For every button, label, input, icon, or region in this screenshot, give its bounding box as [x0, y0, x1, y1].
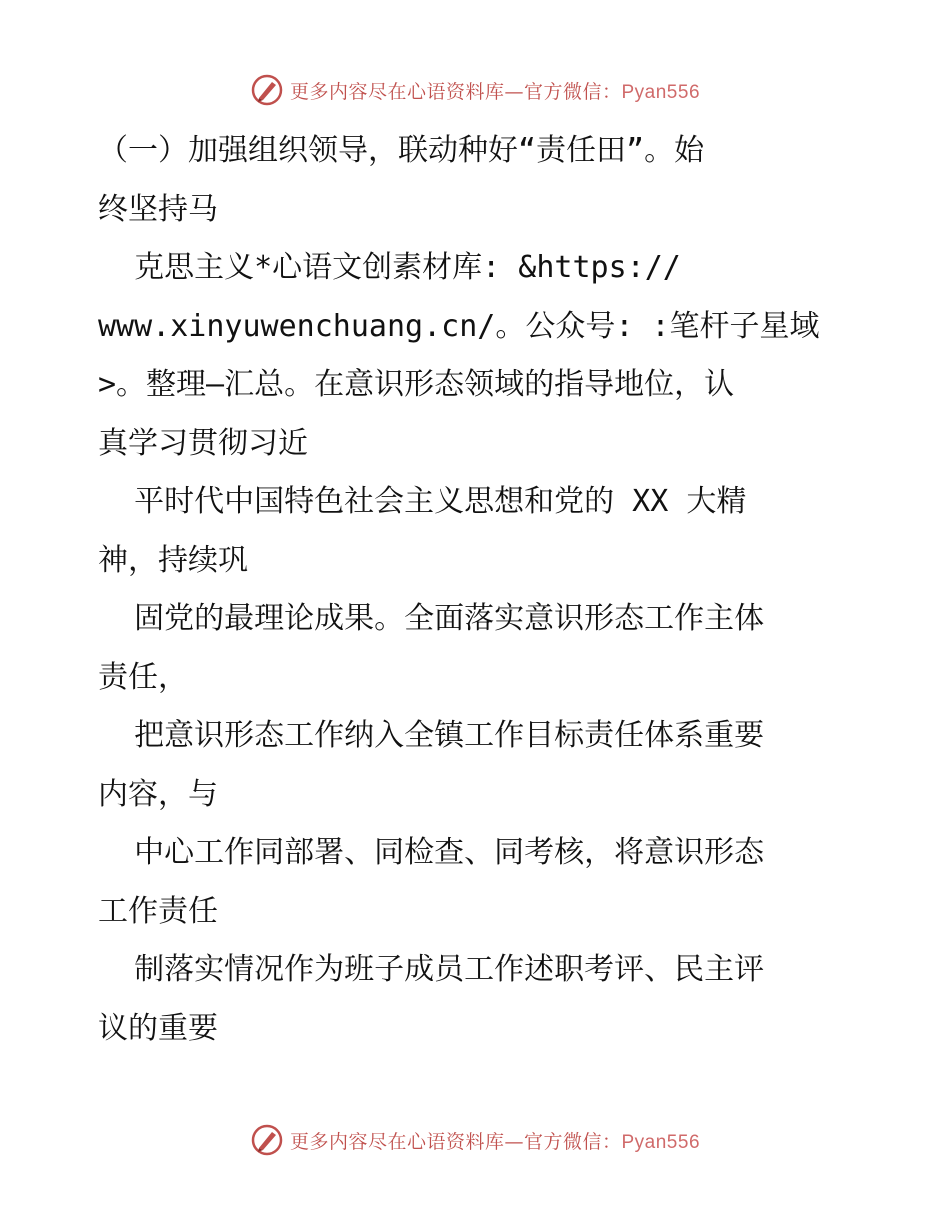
watermark-text: 更多内容尽在心语资料库—官方微信：Pyan556	[289, 1130, 701, 1153]
paragraph: 中心工作同部署、同检查、同考核，将意识形态 工作责任	[98, 835, 765, 929]
paragraph: （一）加强组织领导，联动种好“责任田”。始 终坚持马	[98, 133, 705, 227]
pen-circle-logo-icon	[250, 73, 284, 107]
watermark-group	[250, 1123, 700, 1157]
watermark-text: 更多内容尽在心语资料库—官方微信：Pyan556	[289, 80, 701, 103]
paragraph: 克思主义*心语文创素材库: &https:// www.xinyuwenchuang.cn/。公众号: :笔杆子星域 >。整理—汇总。在意识形态领域的指导地位，认 真学习贯彻习近	[98, 250, 820, 461]
watermark-wechat-id: Pyan556	[621, 81, 701, 103]
pen-circle-logo-icon	[250, 1123, 284, 1157]
footer-watermark	[0, 1120, 950, 1160]
watermark-wechat-id: Pyan556	[621, 1131, 701, 1153]
header-watermark	[0, 70, 950, 110]
watermark-group	[250, 73, 700, 107]
paragraph: 制落实情况作为班子成员工作述职考评、民主评 议的重要	[98, 952, 765, 1046]
paragraph: 平时代中国特色社会主义思想和党的 XX 大精 神，持续巩	[98, 484, 747, 578]
paragraph: 固党的最理论成果。全面落实意识形态工作主体 责任，	[98, 601, 765, 695]
document-body	[98, 122, 858, 1058]
paragraph: 把意识形态工作纳入全镇工作目标责任体系重要 内容，与	[98, 718, 765, 812]
